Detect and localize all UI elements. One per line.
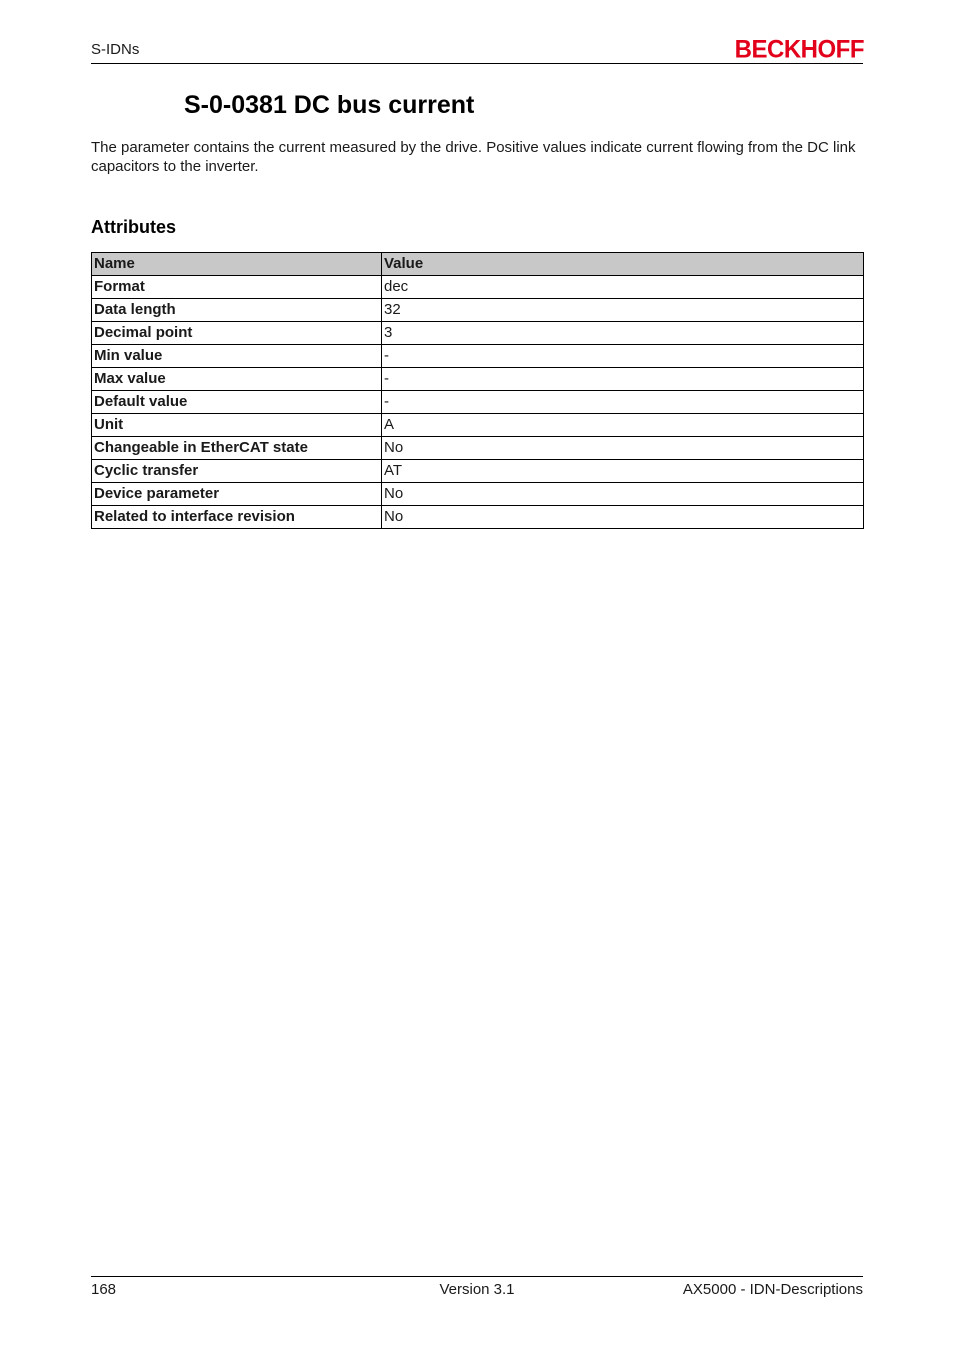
attribute-value: - — [382, 391, 864, 414]
footer-divider — [91, 1276, 863, 1277]
attribute-name: Related to interface revision — [92, 506, 382, 529]
attribute-name: Data length — [92, 299, 382, 322]
header-section-label: S-IDNs — [91, 41, 140, 58]
attribute-name: Cyclic transfer — [92, 460, 382, 483]
table-row — [92, 299, 864, 322]
header-divider — [91, 63, 863, 64]
attribute-name: Unit — [92, 414, 382, 437]
attribute-value: 3 — [382, 322, 864, 345]
attribute-value: dec — [382, 276, 864, 299]
attribute-value: - — [382, 368, 864, 391]
attribute-value: A — [382, 414, 864, 437]
table-row — [92, 460, 864, 483]
attribute-name: Format — [92, 276, 382, 299]
attribute-name: Min value — [92, 345, 382, 368]
attribute-value: 32 — [382, 299, 864, 322]
attribute-value: - — [382, 345, 864, 368]
table-row — [92, 437, 864, 460]
attribute-name: Device parameter — [92, 483, 382, 506]
table-row — [92, 391, 864, 414]
page-number: 168 — [91, 1281, 117, 1298]
column-header-name: Name — [92, 253, 382, 276]
table-header-row — [92, 253, 864, 276]
intro-paragraph: The parameter contains the current measured by the drive. Positive values indicate current flowing from the DC link capacitors to the inverter. — [91, 139, 856, 175]
document-version: Version 3.1 — [439, 1281, 515, 1298]
attribute-value: No — [382, 506, 864, 529]
attribute-value: AT — [382, 460, 864, 483]
attribute-name: Decimal point — [92, 322, 382, 345]
table-row — [92, 322, 864, 345]
beckhoff-logo: BECKHOFF — [734, 35, 864, 64]
table-row — [92, 483, 864, 506]
page-title: S-0-0381 DC bus current — [184, 91, 475, 119]
document-title: AX5000 - IDN-Descriptions — [682, 1281, 863, 1298]
table-row — [92, 414, 864, 437]
attribute-name: Changeable in EtherCAT state — [92, 437, 382, 460]
attribute-name: Default value — [92, 391, 382, 414]
attribute-value: No — [382, 437, 864, 460]
table-row — [92, 368, 864, 391]
attributes-table — [91, 252, 864, 529]
column-header-value: Value — [382, 253, 864, 276]
attributes-heading: Attributes — [91, 217, 176, 237]
table-row — [92, 506, 864, 529]
attribute-value: No — [382, 483, 864, 506]
attribute-name: Max value — [92, 368, 382, 391]
table-row — [92, 276, 864, 299]
table-row — [92, 345, 864, 368]
